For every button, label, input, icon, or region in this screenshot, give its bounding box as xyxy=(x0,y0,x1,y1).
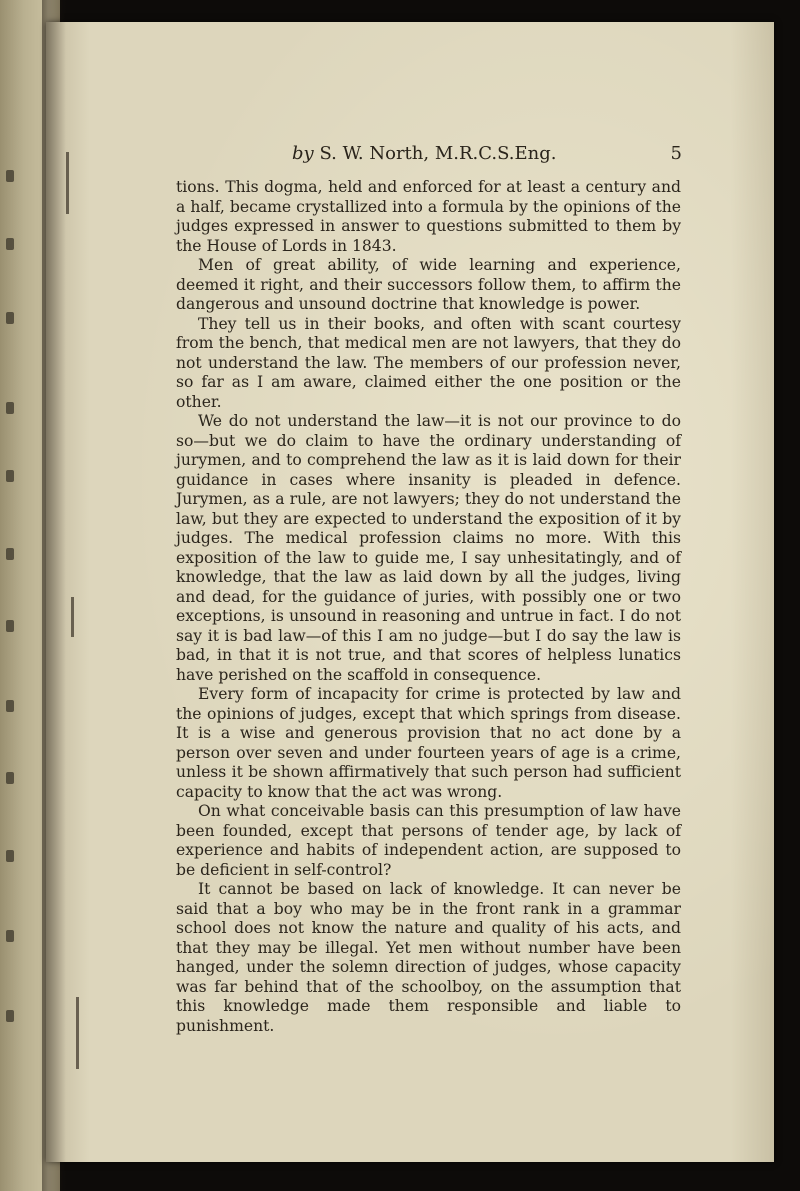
paragraph: We do not understand the law—it is not our province to do so—but we do claim to have the ordinary understanding of jurymen, and to comprehend the law as it is laid down for their guidance in cases where insanity is pleaded in defence. Jurymen, as a rule, are not lawyers; they do not understand the law, but they are expected to understand the exposition of it by judges. The medical profession claims no more. With this exposition of the law to guide me, I say unhesitatingly, and of knowledge, that the law as laid down by all the judges, living and dead, for the guidance of juries, with possibly one or two exceptions, is unsound in reasoning and untrue in fact. I do not say it is bad law—of this I am no judge—but I do say the law is bad, in that it is not true, and that scores of helpless lunatics have perished on the scaffold in consequence. xyxy=(176,412,681,684)
paragraph: On what conceivable basis can this presumption of law have been founded, except that persons of tender age, by lack of experience and habits of independent action, are supposed to be deficient in self-control? xyxy=(176,802,681,879)
binding-mark xyxy=(71,597,74,637)
running-head xyxy=(292,143,682,167)
binding-mark xyxy=(66,152,69,214)
gutter-shadow xyxy=(42,0,66,1191)
binding-mark xyxy=(76,997,79,1069)
paragraph: They tell us in their books, and often with scant courtesy from the bench, that medical men are not lawyers, that they do not understand the law. The members of our profession never, so far as I am aware, claimed either the one position or the other. xyxy=(176,314,681,411)
running-head-title xyxy=(292,143,557,164)
paragraph: It cannot be based on lack of knowledge. It can never be said that a boy who may be in the front rank in a grammar school does not know the nature and quality of his acts, and that they may be illegal. Yet men without number have been hanged, under the solemn direction of judges, whose capacity was far behind that of the schoolboy, on the assumption that this knowledge made them responsible and liable to punishment. xyxy=(176,880,681,1035)
paragraph: tions. This dogma, held and enforced for at least a century and a half, became crystallized into a formula by the opinions of the judges expressed in answer to questions submitted to them by the House of Lords in 1843. xyxy=(176,178,681,255)
paragraph: Men of great ability, of wide learning and experience, deemed it right, and their successors follow them, to affirm the dangerous and unsound doctrine that knowledge is power. xyxy=(176,256,681,313)
body-text xyxy=(176,178,681,1036)
page-number: 5 xyxy=(670,143,682,164)
paragraph: Every form of incapacity for crime is protected by law and the opinions of judges, except that which springs from disease. It is a wise and generous provision that no act done by a person over seven and under fourteen years of age is a crime, unless it be shown affirmatively that such person had sufficient capacity to know that the act was wrong. xyxy=(176,685,681,801)
running-head-author: S. W. North, M.R.C.S.Eng. xyxy=(319,143,557,164)
running-head-by: by xyxy=(292,143,314,164)
